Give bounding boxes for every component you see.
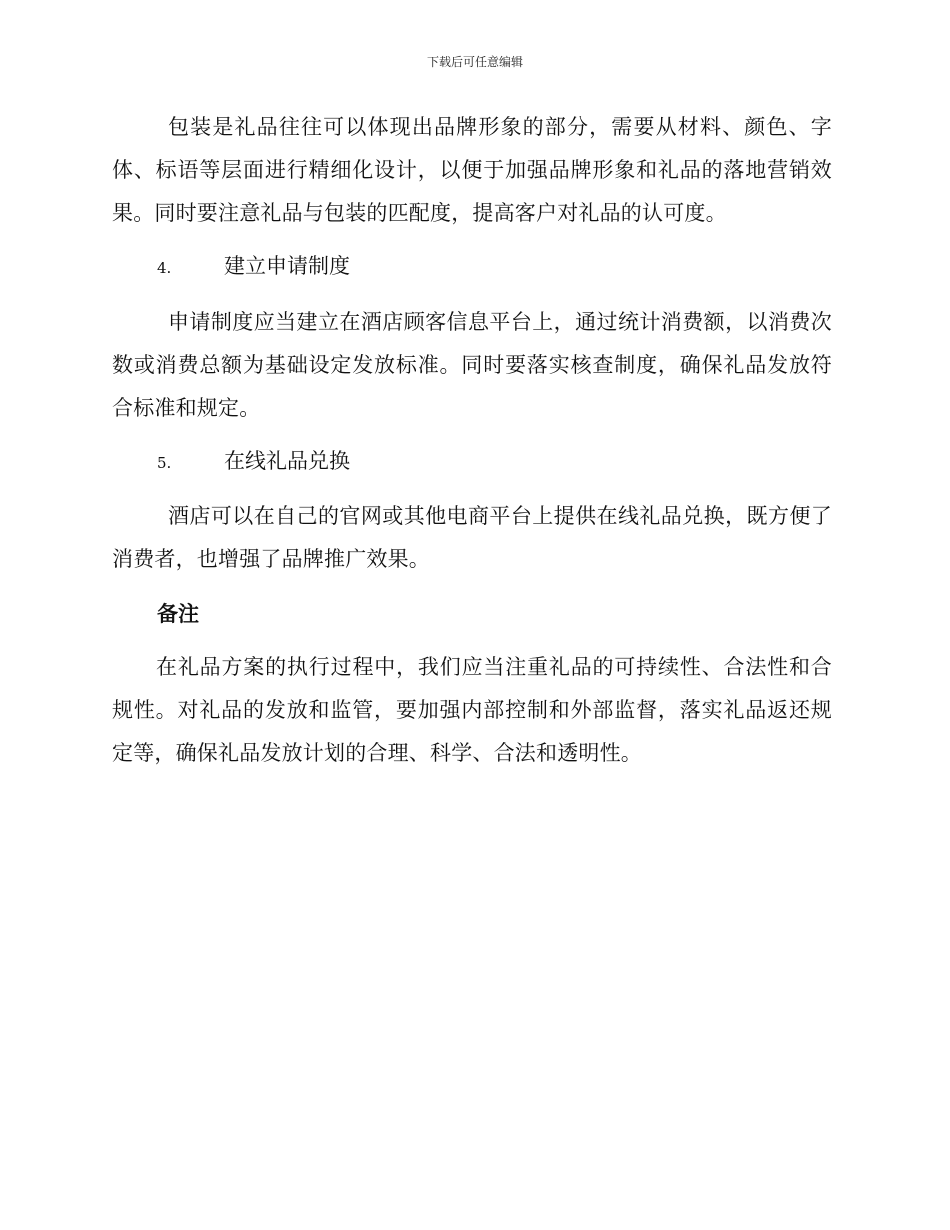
numbered-item-5 <box>157 440 350 485</box>
item-number: 5. <box>157 454 172 472</box>
paragraph-packaging: 包装是礼品往往可以体现出品牌形象的部分，需要从材料、颜色、字体、标语等层面进行精细化设计，以便于加强品牌形象和礼品的落地营销效果。同时要注意礼品与包装的匹配度，提高客户对礼品的认可度。 <box>112 115 832 225</box>
paragraph-application: 申请制度应当建立在酒店顾客信息平台上，通过统计消费额，以消费次数或消费总额为基础设定发放标准。同时要落实核查制度，确保礼品发放符合标准和规定。 <box>112 310 832 420</box>
item-number: 4. <box>157 259 172 277</box>
paragraph-online-exchange: 酒店可以在自己的官网或其他电商平台上提供在线礼品兑换，既方便了消费者，也增强了品牌推广效果。 <box>112 504 832 571</box>
section-title-notes: 备注 <box>157 601 199 626</box>
paragraph-notes: 在礼品方案的执行过程中，我们应当注重礼品的可持续性、合法性和合规性。对礼品的发放和监管，要加强内部控制和外部监督，落实礼品返还规定等，确保礼品发放计划的合理、科学、合法和透明性。 <box>112 655 832 765</box>
numbered-item-4 <box>157 245 350 290</box>
page-header: 下载后可任意编辑 <box>426 55 523 69</box>
item-title: 在线礼品兑换 <box>224 449 350 473</box>
item-title: 建立申请制度 <box>224 254 350 278</box>
